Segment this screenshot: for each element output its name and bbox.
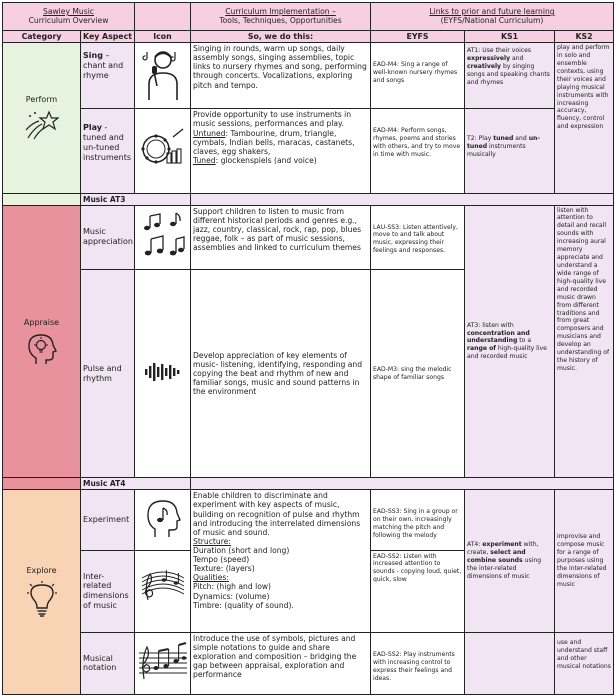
structure-label: Structure: xyxy=(193,536,231,546)
at3-band xyxy=(191,193,614,205)
pulse-rhythm-eyfs: EAD-M3: sing the melodic shape of familiar songs xyxy=(371,269,465,478)
aspect-pulse-rhythm: Pulse and rhythm xyxy=(81,269,135,478)
notation-description: Introduce the use of symbols, pictures and simple notations to guide and share exploration and composition – bridging the gap between appraisal, exploration and performance xyxy=(191,632,371,694)
curriculum-table xyxy=(2,2,614,695)
appraise-ks1 xyxy=(465,205,555,478)
sing-ks1-b: expressively xyxy=(467,55,511,63)
structure-duration: Duration (short and long) xyxy=(193,546,290,556)
title-line2: Curriculum Overview xyxy=(28,15,109,25)
category-appraise-label: Appraise xyxy=(23,317,60,327)
lightbulb-icon xyxy=(25,581,59,619)
aspect-interrelated: Inter-related dimensions of music xyxy=(81,550,135,632)
col-ks1: KS1 xyxy=(465,31,555,43)
links-header xyxy=(371,3,614,31)
sing-eyfs: EAD-M4: Sing a range of well-known nursery rhymes and songs xyxy=(371,43,465,109)
explore-ks1-e: using the inter-related dimensions of music xyxy=(467,557,542,580)
col-key-aspect: Key Aspect xyxy=(81,31,135,43)
category-appraise xyxy=(3,205,81,478)
interrelated-eyfs: EAD-SS2: Listen with increased attention to sounds - copying loud, quiet, quick, slow xyxy=(371,550,465,632)
explore-desc-intro: Enable children to discriminate and experiment with key aspects of music, building on recognition of pulse and rhythm and introducing the interrelated dimensions of music and sound. xyxy=(193,491,361,537)
aspect-experiment: Experiment xyxy=(81,490,135,550)
pulse-rhythm-description: Develop appreciation of key elements of music- listening, identifying, responding and copying the beat and rhythm of new and familiar songs, music and sound patterns in the environment xyxy=(191,269,371,478)
appraise-ks1-c: to a xyxy=(517,337,532,345)
play-eyfs: EAD-M4: Perform songs, rhymes, poems and stories with others, and try to move in time with music. xyxy=(371,109,465,193)
links-subtitle: (EYFS/National Curriculum) xyxy=(440,15,544,25)
col-eyfs: EYFS xyxy=(371,31,465,43)
music-at4-label: Music AT4 xyxy=(81,478,191,490)
play-ks1 xyxy=(465,109,555,193)
at4-category-spacer xyxy=(3,478,81,490)
notation-ks2: use and understand staff and other musical notations xyxy=(555,632,614,694)
notation-eyfs: EAD-SS2: Play instruments with increasing control to express their feelings and ideas. xyxy=(371,632,465,694)
category-explore xyxy=(3,490,81,695)
sing-icon-cell xyxy=(135,43,191,109)
col-ks2: KS2 xyxy=(555,31,614,43)
experiment-icon-cell xyxy=(135,490,191,550)
category-explore-label: Explore xyxy=(26,565,57,575)
play-desc-intro: Provide opportunity to use instruments in music sessions, performances and play. xyxy=(193,110,352,129)
title-cell xyxy=(3,3,135,31)
quality-pitch: Pitch: (high and low) xyxy=(193,582,272,592)
category-perform-label: Perform xyxy=(25,95,58,105)
singer-microphone-icon xyxy=(141,46,185,102)
appraise-ks1-b: concentration and understanding xyxy=(467,329,530,345)
implementation-subtitle: Tools, Techniques, Opportunities xyxy=(219,15,342,25)
category-perform xyxy=(3,43,81,193)
play-description xyxy=(191,109,371,193)
implementation-header xyxy=(191,3,371,31)
play-tuned-label: Tuned xyxy=(193,155,216,165)
play-ks1-c: and xyxy=(513,135,529,143)
explore-ks1 xyxy=(465,490,555,632)
sing-description: Singing in rounds, warm up songs, daily assembly songs, singing assemblies, topic links to nursery rhymes and song, performing through concerts. Vocalizations, exploring pitch and tempo. xyxy=(191,43,371,109)
at3-category-spacer xyxy=(3,193,81,205)
sing-ks1-d: creatively xyxy=(467,62,502,70)
col-category: Category xyxy=(3,31,81,43)
aspect-music-appreciation: Music appreciation xyxy=(81,205,135,269)
interrelated-icon-cell xyxy=(135,550,191,632)
play-icon-cell xyxy=(135,109,191,193)
implementation-title: Curriculum Implementation – xyxy=(225,7,336,17)
aspect-sing-rest: – chant and rhyme xyxy=(83,51,124,80)
appraise-ks1-e: high-quality live and recorded music xyxy=(467,345,547,361)
title-line1: Sawley Music xyxy=(43,7,94,17)
explore-ks1-d: select and combine sounds xyxy=(467,549,526,565)
sing-ks1 xyxy=(465,43,555,109)
play-ks1-b: tuned xyxy=(493,135,514,143)
music-at3-label: Music AT3 xyxy=(81,193,191,205)
experiment-eyfs: EAD-SS3: Sing in a group or on their own, increasingly matching the pitch and following the melody xyxy=(371,490,465,550)
play-ks1-e: instruments musically xyxy=(467,143,526,159)
sheet-music-icon xyxy=(138,641,188,681)
explore-ks1-c: with, create, xyxy=(467,541,539,557)
aspect-play-rest: - tuned and un-tuned instruments xyxy=(83,123,132,162)
sing-ks1-c: and xyxy=(510,55,524,63)
instruments-icon xyxy=(140,127,186,171)
music-appreciation-eyfs: LAU-SS3: Listen attentively, move to and talk about music, expressing their feelings and responses. xyxy=(371,205,465,269)
sing-ks1-e: by singing songs and speaking chants and rhymes xyxy=(467,62,550,86)
play-ks1-a: T2: Play xyxy=(467,135,494,143)
perform-ks2: play and perform in solo and ensemble contexts, using their voices and playing musical instruments with increasing accuracy, fluency, control and expression xyxy=(555,43,614,193)
structure-texture: Texture: (layers) xyxy=(193,564,255,574)
col-so-we-do: So, we do this: xyxy=(191,31,371,43)
play-untuned-text: : Tambourine, drum, triangle, cymbals, Indian bells, maracas, castanets, claves, egg shakers, xyxy=(193,128,355,156)
explore-ks1-a: AT4: xyxy=(467,541,483,549)
play-tuned-text: : glockenspiels (and voice) xyxy=(215,155,317,165)
structure-tempo: Tempo (speed) xyxy=(193,555,250,565)
links-title: Links to prior and future learning xyxy=(429,7,555,17)
at4-band xyxy=(191,478,614,490)
quality-dynamics: Dynamics: (volume) xyxy=(193,591,270,601)
music-staff-icon xyxy=(140,564,186,614)
aspect-musical-notation: Musical notation xyxy=(81,632,135,694)
explore-ks1-b: experiment xyxy=(482,541,522,549)
quality-timbre: Timbre: (quality of sound). xyxy=(193,600,294,610)
aspect-play xyxy=(81,109,135,193)
appraise-ks1-a: AT3: listen with xyxy=(467,321,514,329)
qualities-label: Qualities: xyxy=(193,573,229,583)
explore-ks2: improvise and compose music for a range of purposes using the inter-related dimensions of music xyxy=(555,490,614,632)
music-notes-icon xyxy=(140,211,186,259)
music-appreciation-icon-cell xyxy=(135,205,191,269)
appraise-ks1-d: range of xyxy=(467,345,496,353)
sing-ks1-a: AT1: Use their voices xyxy=(467,47,532,55)
notation-icon-cell xyxy=(135,632,191,694)
explore-description xyxy=(191,490,371,632)
col-icon: Icon xyxy=(135,31,191,43)
head-lightbulb-icon xyxy=(27,333,57,365)
shooting-star-icon xyxy=(25,110,59,140)
aspect-sing-title: Sing xyxy=(83,51,103,61)
pulse-rhythm-icon-cell xyxy=(135,269,191,478)
play-ks1-d: un-tuned xyxy=(467,135,540,151)
notation-ks1 xyxy=(465,632,555,694)
head-music-note-icon xyxy=(145,498,181,538)
music-appreciation-description: Support children to listen to music from different historical periods and genres e.g., jazz, country, classical, rock, rap, pop, blues reggae, folk – as part of music sessions, assemblies and linked to curriculum themes xyxy=(191,205,371,269)
header-blank xyxy=(135,3,191,31)
appraise-ks2: listen with attention to detail and recall sounds with increasing aural memory appreciate and understand a wide range of high-quality live and recorded music drawn from different traditions and from great composers and musicians and develop an understanding of the history of music. xyxy=(555,205,614,478)
aspect-play-title: Play xyxy=(83,123,102,133)
play-untuned-label: Untuned xyxy=(193,128,226,138)
sound-wave-icon xyxy=(144,362,182,382)
aspect-sing xyxy=(81,43,135,109)
